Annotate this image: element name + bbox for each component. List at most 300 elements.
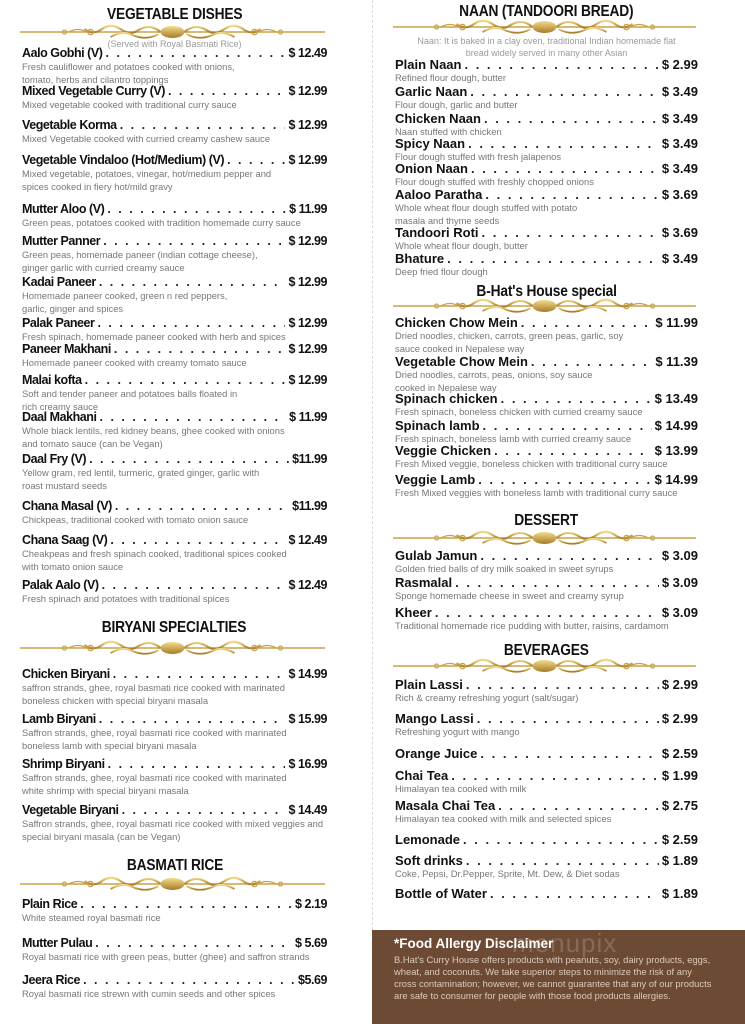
dot-leader xyxy=(227,153,285,168)
menu-item-price: $5.69 xyxy=(297,973,327,987)
disclaimer-line: wheat, and coconuts. We take superior steps to minimize the risk of any xyxy=(394,966,692,977)
menu-item-name: Chicken Biryani xyxy=(22,667,110,681)
section-heading xyxy=(395,511,698,531)
menu-item-name: Vegetable Korma xyxy=(22,118,117,132)
menu-item-row xyxy=(22,410,327,425)
menu-item-description: Flour dough stuffed with freshly chopped onions xyxy=(395,176,594,187)
menu-item-price: $ 5.69 xyxy=(294,936,327,950)
menu-item xyxy=(395,251,698,279)
menu-item xyxy=(22,499,327,527)
menu-item-description: tomato, herbs and cilantro toppings xyxy=(22,73,169,85)
menu-item-row xyxy=(395,443,698,458)
dot-leader xyxy=(455,575,659,590)
menu-item-description: Royal basmati rice strewn with cumin seeds and other spices xyxy=(22,988,276,999)
menu-item xyxy=(395,225,698,253)
menu-item xyxy=(22,897,327,925)
menu-item-description: and tomato sauce (can be Vegan) xyxy=(22,437,163,449)
menu-item-description: Fresh Mixed veggies with boneless lamb with traditional curry sauce xyxy=(395,487,678,498)
dot-leader xyxy=(113,667,286,682)
section-title: B-Hat's House special xyxy=(476,283,617,300)
menu-item-description: Fresh spinach, boneless chicken with curried creamy sauce xyxy=(395,406,643,417)
menu-item-name: Plain Rice xyxy=(22,897,78,911)
menu-item-price: $ 1.89 xyxy=(661,853,698,868)
menu-item-row xyxy=(395,768,698,783)
menu-item xyxy=(395,886,698,901)
menu-item-row xyxy=(22,499,327,514)
menu-item-name: Jeera Rice xyxy=(22,973,81,987)
menu-item-price: $ 3.09 xyxy=(661,575,698,590)
menu-item xyxy=(395,315,698,355)
menu-item-name: Aaloo Paratha xyxy=(395,187,483,202)
menu-item-description: boneless chicken with special biryani masala xyxy=(22,694,209,706)
menu-item-row xyxy=(395,853,698,868)
menu-item-row xyxy=(395,575,698,590)
menu-item-name: Daal Fry (V) xyxy=(22,452,87,466)
menu-item-row xyxy=(22,316,327,331)
menu-item xyxy=(22,973,327,1001)
menu-item-description: Mixed vegetable, potatoes, vinegar, hot/medium pepper and xyxy=(22,168,272,179)
menu-item-price: $ 11.99 xyxy=(289,410,327,424)
menu-item-name: Mixed Vegetable Curry (V) xyxy=(22,84,165,98)
menu-item-price: $ 12.99 xyxy=(288,118,327,132)
dot-leader xyxy=(115,499,289,514)
menu-item-row xyxy=(395,472,698,487)
menu-item-price: $ 13.49 xyxy=(654,391,698,406)
menu-item-description: Green peas, potatoes cooked with tradition homemade curry sauce xyxy=(22,217,301,228)
dot-leader xyxy=(482,225,659,240)
menu-item-description: Himalayan tea cooked with milk xyxy=(395,783,527,794)
menu-item-row xyxy=(395,187,698,202)
section-note: bread widely served in many other Asian xyxy=(465,48,628,58)
menu-item-name: Bhature xyxy=(395,251,445,266)
section-title: BIRYANI SPECIALTIES xyxy=(102,619,247,636)
dot-leader xyxy=(466,853,659,868)
dot-leader xyxy=(99,275,286,290)
menu-item-price: $ 3.49 xyxy=(661,111,698,126)
gold-ornament-divider xyxy=(391,19,698,35)
menu-item xyxy=(22,202,327,230)
menu-item-price: $ 11.99 xyxy=(655,315,698,330)
menu-item-price: $ 16.99 xyxy=(288,757,327,771)
section-title: DESSERT xyxy=(514,512,579,529)
menu-item xyxy=(395,187,698,227)
menu-item-name: Spinach lamb xyxy=(395,418,480,433)
menu-item xyxy=(22,936,327,964)
menu-item xyxy=(22,84,327,112)
menu-item-row xyxy=(395,315,698,330)
section-title: VEGETABLE DISHES xyxy=(106,6,243,23)
dot-leader xyxy=(100,410,287,425)
section-heading xyxy=(22,856,327,876)
menu-item xyxy=(22,578,327,606)
menu-item-row xyxy=(22,234,327,249)
menu-item xyxy=(395,746,698,761)
menu-item xyxy=(395,161,698,189)
menu-item-description: Homemade paneer cooked, green n red peppers, xyxy=(22,290,228,301)
menu-item-description: Deep fried flour dough xyxy=(395,266,488,277)
menu-item-price: $ 3.69 xyxy=(661,187,698,202)
menu-item-row xyxy=(22,46,327,61)
menu-item-price: $ 12.49 xyxy=(288,533,327,547)
food-allergy-disclaimer xyxy=(372,930,745,1024)
menu-item xyxy=(395,677,698,705)
menu-item-name: Tandoori Roti xyxy=(395,225,479,240)
menu-item-description: white shrimp with special biryani masala xyxy=(22,784,189,796)
menu-item-name: Veggie Chicken xyxy=(395,443,492,458)
menu-item-name: Gulab Jamun xyxy=(395,548,478,563)
menu-item-price: $ 3.49 xyxy=(661,136,698,151)
menu-item xyxy=(22,533,327,573)
menu-item-row xyxy=(22,936,327,951)
dot-leader xyxy=(494,443,652,458)
menu-item-name: Soft drinks xyxy=(395,853,463,868)
section-title: NAAN (TANDOORI BREAD) xyxy=(459,3,634,20)
gold-ornament-divider xyxy=(18,640,327,656)
menu-item xyxy=(395,472,698,500)
menu-item-name: Onion Naan xyxy=(395,161,468,176)
menu-item-row xyxy=(22,153,327,168)
menu-item xyxy=(22,118,327,146)
menu-item-name: Chicken Chow Mein xyxy=(395,315,518,330)
dot-leader xyxy=(106,46,286,61)
dot-leader xyxy=(484,111,659,126)
menu-item xyxy=(22,316,327,344)
menu-item-price: $ 1.99 xyxy=(661,768,698,783)
menu-item-description: Fresh spinach, boneless lamb with curried creamy sauce xyxy=(395,433,632,444)
menu-item-description: Yellow gram, red lentil, turmeric, grated ginger, garlic with xyxy=(22,467,260,478)
menu-item-row xyxy=(22,973,327,988)
menu-item-description: Sponge homemade cheese in sweet and creamy syrup xyxy=(395,590,624,601)
dot-leader xyxy=(464,57,658,72)
menu-item-name: Paneer Makhani xyxy=(22,342,111,356)
menu-item-price: $11.99 xyxy=(292,452,327,466)
dot-leader xyxy=(97,316,285,331)
menu-item xyxy=(395,136,698,164)
menu-item-description: Flour dough stuffed with fresh jalapenos xyxy=(395,151,562,162)
menu-item xyxy=(395,391,698,419)
dot-leader xyxy=(477,711,659,726)
menu-item-row xyxy=(395,711,698,726)
disclaimer-line: cross contamination; however, we cannot guarantee that any of our products xyxy=(394,978,712,989)
menu-item-row xyxy=(395,161,698,176)
menu-item-price: $ 1.89 xyxy=(661,886,698,901)
menu-item-price: $ 14.99 xyxy=(654,418,698,433)
menu-item-row xyxy=(22,712,327,727)
menu-item-name: Rasmalal xyxy=(395,575,453,590)
menu-item xyxy=(22,410,327,450)
menu-item xyxy=(395,711,698,739)
dot-leader xyxy=(521,315,653,330)
menu-item-price: $ 3.09 xyxy=(661,605,698,620)
dot-leader xyxy=(531,354,652,369)
menu-item xyxy=(22,803,327,843)
menu-item-row xyxy=(395,225,698,240)
menu-item-row xyxy=(395,136,698,151)
dot-leader xyxy=(451,768,659,783)
menu-item-row xyxy=(395,886,698,901)
menu-item-name: Lemonade xyxy=(395,832,461,847)
menu-item-name: Lamb Biryani xyxy=(22,712,96,726)
menu-item-name: Chana Masal (V) xyxy=(22,499,112,513)
menu-item-price: $ 13.99 xyxy=(654,443,698,458)
menu-item-row xyxy=(22,84,327,99)
dot-leader xyxy=(483,418,652,433)
section-note: (Served with Royal Basmati Rice) xyxy=(107,39,242,49)
menu-item-description: Dried noodles, carrots, peas, onions, soy sauce xyxy=(395,369,593,380)
menu-item-row xyxy=(395,251,698,266)
dot-leader xyxy=(501,391,652,406)
disclaimer-title: *Food Allergy Disclaimer xyxy=(394,936,554,951)
section-note: Naan: It is baked in a clay oven, traditional Indian homemade flat xyxy=(417,36,676,46)
dot-leader xyxy=(168,84,285,99)
menu-item-price: $ 12.99 xyxy=(288,373,327,387)
menu-item-description: rich creamy sauce xyxy=(22,400,99,412)
menu-item-description: Golden fried balls of dry milk soaked in sweet syrups xyxy=(395,563,614,574)
dot-leader xyxy=(468,136,659,151)
menu-item-row xyxy=(22,452,327,467)
menu-item-description: Dried noodles, chicken, carrots, green peas, garlic, soy xyxy=(395,330,624,341)
disclaimer-line: are safe to consumer for people with those food products allergies. xyxy=(394,990,671,1001)
dot-leader xyxy=(103,234,285,249)
menu-item-name: Chana Saag (V) xyxy=(22,533,108,547)
menu-item-name: Vegetable Vindaloo (Hot/Medium) (V) xyxy=(22,153,225,167)
dot-leader xyxy=(99,712,286,727)
menu-item xyxy=(22,712,327,752)
menu-item xyxy=(22,667,327,707)
dot-leader xyxy=(470,84,659,99)
dot-leader xyxy=(108,757,286,772)
menu-item-row xyxy=(395,832,698,847)
menu-item-price: $ 12.99 xyxy=(288,316,327,330)
menu-item-price: $ 11.99 xyxy=(289,202,327,216)
menu-item xyxy=(22,46,327,86)
menu-item-description: Homemade paneer cooked with creamy tomato sauce xyxy=(22,357,247,368)
menu-item-price: $ 2.75 xyxy=(661,798,698,813)
menu-item-name: Masala Chai Tea xyxy=(395,798,496,813)
menu-item-row xyxy=(22,757,327,772)
menu-item-description: with tomato onion sauce xyxy=(22,560,124,572)
menu-item xyxy=(395,548,698,576)
dot-leader xyxy=(435,605,659,620)
menu-item-name: Plain Lassi xyxy=(395,677,463,692)
menu-item-description: Himalayan tea cooked with milk and selected spices xyxy=(395,813,612,824)
section-heading xyxy=(22,618,327,638)
menu-item-description: saffron strands, ghee, royal basmati rice cooked with marinated xyxy=(22,682,285,693)
menu-item-description: Whole wheat flour dough stuffed with potato xyxy=(395,202,578,213)
menu-item-description: Refined flour dough, butter xyxy=(395,72,507,83)
menu-item-price: $11.99 xyxy=(292,499,327,513)
menu-item-description: Flour dough, garlic and butter xyxy=(395,99,518,110)
menu-item-price: $ 2.99 xyxy=(661,677,698,692)
section-heading xyxy=(22,5,327,25)
menu-item-price: $ 12.99 xyxy=(288,84,327,98)
menu-item-description: Traditional homemade rice pudding with butter, raisins, cardamom xyxy=(395,620,669,631)
dot-leader xyxy=(122,803,286,818)
menu-item xyxy=(395,832,698,847)
dot-leader xyxy=(95,936,292,951)
menu-item-name: Vegetable Biryani xyxy=(22,803,119,817)
menu-item-row xyxy=(22,578,327,593)
menu-item-price: $ 2.59 xyxy=(661,746,698,761)
menu-item-row xyxy=(22,373,327,388)
menu-item-price: $ 14.99 xyxy=(288,667,327,681)
menu-item-row xyxy=(22,202,327,217)
menu-item-price: $ 12.49 xyxy=(288,46,327,60)
gold-ornament-divider xyxy=(391,298,698,314)
dot-leader xyxy=(463,832,659,847)
menu-item-description: Mixed Vegetable cooked with curried creamy cashew sauce xyxy=(22,133,271,144)
menu-item-row xyxy=(22,803,327,818)
menu-item-description: Chickpeas, traditional cooked with tomato onion sauce xyxy=(22,514,249,525)
dot-leader xyxy=(80,897,292,912)
menu-item-row xyxy=(395,677,698,692)
menu-item-row xyxy=(22,342,327,357)
dot-leader xyxy=(498,798,659,813)
menu-item-name: Palak Paneer xyxy=(22,316,95,330)
menu-item-row xyxy=(395,548,698,563)
dot-leader xyxy=(83,973,295,988)
menu-item xyxy=(22,757,327,797)
menu-item-name: Palak Aalo (V) xyxy=(22,578,99,592)
menu-item-price: $ 3.69 xyxy=(661,225,698,240)
menu-item xyxy=(395,605,698,633)
menu-item-description: Royal basmati rice with green peas, butter (ghee) and saffron strands xyxy=(22,951,310,962)
menu-item xyxy=(22,153,327,193)
menu-item xyxy=(395,354,698,394)
menu-item-name: Kheer xyxy=(395,605,432,620)
dot-leader xyxy=(114,342,286,357)
menu-item-row xyxy=(22,275,327,290)
dot-leader xyxy=(102,578,286,593)
menu-item-name: Garlic Naan xyxy=(395,84,468,99)
menu-item-name: Chai Tea xyxy=(395,768,449,783)
section-title: BEVERAGES xyxy=(504,642,589,659)
menu-item-name: Vegetable Chow Mein xyxy=(395,354,528,369)
menu-item-name: Mutter Panner xyxy=(22,234,101,248)
menu-item-description: Saffron strands, ghee, royal basmati rice cooked with marinated xyxy=(22,772,287,783)
menu-item xyxy=(395,57,698,85)
menu-item-name: Mango Lassi xyxy=(395,711,474,726)
menu-item-description: roast mustard seeds xyxy=(22,479,107,491)
menu-item-price: $ 12.49 xyxy=(288,578,327,592)
menu-item-row xyxy=(395,84,698,99)
menu-item-row xyxy=(395,746,698,761)
menu-item-price: $ 2.99 xyxy=(661,57,698,72)
menu-item-row xyxy=(395,605,698,620)
menu-item-name: Chicken Naan xyxy=(395,111,481,126)
menu-item-description: Fresh Mixed veggie, boneless chicken with traditional curry sauce xyxy=(395,458,668,469)
menu-item-description: White steamed royal basmati rice xyxy=(22,912,161,923)
menu-item xyxy=(22,275,327,315)
menu-item xyxy=(395,418,698,446)
dot-leader xyxy=(466,677,659,692)
menu-item-price: $ 12.99 xyxy=(288,342,327,356)
menu-item-description: Green peas, homemade paneer (indian cottage cheese), xyxy=(22,249,258,260)
menu-item-row xyxy=(395,391,698,406)
gold-ornament-divider xyxy=(391,658,698,674)
menu-item-description: ginger garlic with curried creamy sauce xyxy=(22,261,185,273)
menu-item-description: Coke, Pepsi, Dr.Pepper, Sprite, Mt. Dew, & Diet sodas xyxy=(395,868,620,879)
dot-leader xyxy=(89,452,289,467)
menu-item-description: Soft and tender paneer and potatoes balls floated in xyxy=(22,388,238,399)
section-title: BASMATI RICE xyxy=(126,857,223,874)
menu-item-description: Fresh spinach, homemade paneer cooked with herb and spices xyxy=(22,331,286,342)
menu-item-name: Orange Juice xyxy=(395,746,478,761)
menu-item-price: $ 3.09 xyxy=(661,548,698,563)
menu-item-name: Malai kofta xyxy=(22,373,82,387)
menu-item-row xyxy=(395,354,698,369)
menu-item-price: $ 3.49 xyxy=(661,161,698,176)
menu-item-price: $ 15.99 xyxy=(288,712,327,726)
menu-item-row xyxy=(22,533,327,548)
menu-item xyxy=(395,798,698,826)
menu-item-name: Daal Makhani xyxy=(22,410,97,424)
gold-ornament-divider xyxy=(18,876,327,892)
menu-item-price: $ 14.49 xyxy=(288,803,327,817)
menu-item-description: Saffron strands, ghee, royal basmati rice cooked with mixed veggies and xyxy=(22,818,324,829)
menu-item-row xyxy=(22,897,327,912)
menu-item-price: $ 11.39 xyxy=(655,354,698,369)
menu-item-description: Fresh spinach and potatoes with traditional spices xyxy=(22,593,230,604)
menu-item-name: Mutter Aloo (V) xyxy=(22,202,105,216)
dot-leader xyxy=(447,251,659,266)
dot-leader xyxy=(85,373,286,388)
menu-item-description: Fresh cauliflower and potatoes cooked with onions, xyxy=(22,61,235,72)
menu-item-name: Veggie Lamb xyxy=(395,472,476,487)
menu-item-price: $ 2.59 xyxy=(661,832,698,847)
menu-item-name: Spicy Naan xyxy=(395,136,466,151)
menu-item-price: $ 14.99 xyxy=(654,472,698,487)
menu-item xyxy=(22,342,327,370)
menu-item-row xyxy=(395,57,698,72)
menu-item-description: Naan stuffed with chicken xyxy=(395,126,502,137)
dot-leader xyxy=(478,472,651,487)
dot-leader xyxy=(480,548,658,563)
menu-item-row xyxy=(395,418,698,433)
menu-item-row xyxy=(395,111,698,126)
menu-item xyxy=(395,768,698,796)
menu-item-description: boneless lamb with special biryani masala xyxy=(22,739,197,751)
dot-leader xyxy=(485,187,658,202)
watermark: menupix xyxy=(512,928,618,958)
menu-item xyxy=(395,111,698,139)
dot-leader xyxy=(471,161,659,176)
dot-leader xyxy=(480,746,658,761)
dot-leader xyxy=(120,118,286,133)
menu-item-description: Whole wheat flour dough, butter xyxy=(395,240,528,251)
menu-item-price: $ 12.99 xyxy=(288,234,327,248)
menu-item xyxy=(22,452,327,492)
menu-item-price: $ 2.99 xyxy=(661,711,698,726)
menu-item-name: Mutter Pulau xyxy=(22,936,93,950)
menu-item-description: Saffron strands, ghee, royal basmati rice cooked with marinated xyxy=(22,727,287,738)
menu-item-description: Mixed vegetable cooked with traditional curry sauce xyxy=(22,99,237,110)
menu-item-name: Spinach chicken xyxy=(395,391,498,406)
menu-item-row xyxy=(22,118,327,133)
menu-item-price: $ 3.49 xyxy=(661,84,698,99)
menu-item xyxy=(395,443,698,471)
menu-item-name: Plain Naan xyxy=(395,57,462,72)
menu-item xyxy=(395,575,698,603)
disclaimer-line: B.Hat's Curry House offers products with peanuts, soy, dairy products, eggs, xyxy=(394,954,711,965)
menu-item-name: Kadai Paneer xyxy=(22,275,96,289)
dot-leader xyxy=(107,202,286,217)
menu-item-price: $ 3.49 xyxy=(661,251,698,266)
menu-item-price: $ 12.99 xyxy=(288,275,327,289)
dot-leader xyxy=(490,886,659,901)
menu-item-price: $ 2.19 xyxy=(294,897,327,911)
column-divider xyxy=(372,0,373,930)
